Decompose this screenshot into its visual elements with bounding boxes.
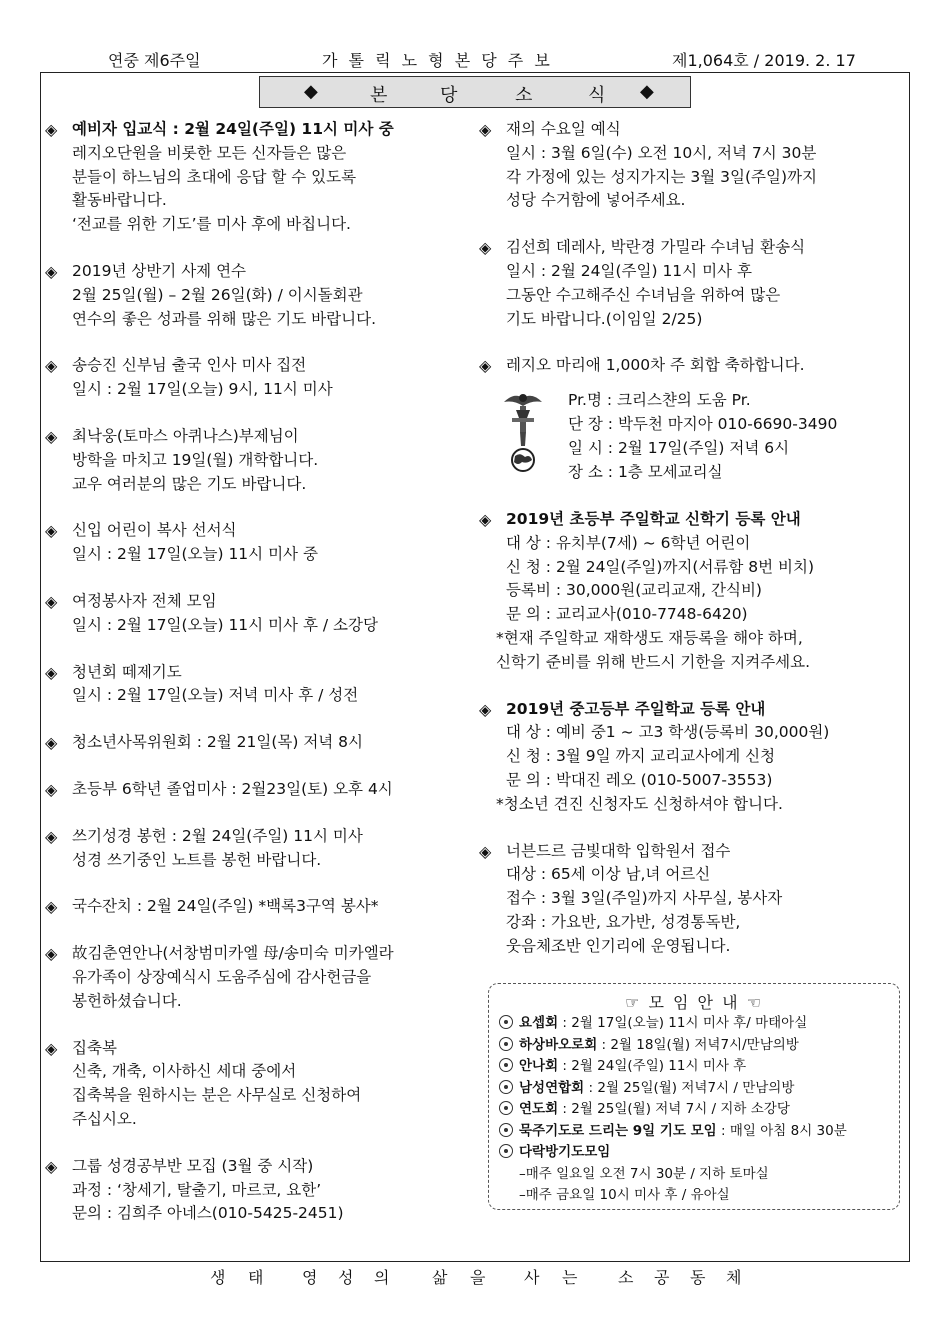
notice-title: 초등부 6학년 졸업미사 : 2월23일(토) 오후 4시 xyxy=(72,779,393,798)
notice-line: ‘전교를 위한 기도’를 미사 후에 바칩니다. xyxy=(72,215,351,234)
right-column-bottom xyxy=(476,508,906,959)
banner-char: 식 xyxy=(588,85,606,106)
notice-title: 故김춘연안나(서창범미카엘 母/송미숙 미카엘라 xyxy=(72,944,394,963)
notice-line: 연수의 좋은 성과를 위해 많은 기도 바랍니다. xyxy=(72,309,377,328)
notice-title: 2019년 초등부 주일학교 신학기 등록 안내 xyxy=(506,510,801,528)
section-banner xyxy=(259,76,691,108)
meeting-item xyxy=(489,1035,899,1057)
meeting-name: 남성연합회 xyxy=(519,1079,585,1096)
notice-line: 활동바랍니다. xyxy=(72,191,167,210)
notice-line: 성경 쓰기중인 노트를 봉헌 바랍니다. xyxy=(72,850,322,869)
meeting-detail: : 2월 24일(주일) 11시 미사 후 xyxy=(558,1058,747,1074)
notice-item xyxy=(42,942,467,1013)
footer-char: 삶 xyxy=(432,1268,448,1287)
footer-char: 을 xyxy=(470,1268,486,1287)
bullet-diamond-icon: ◈ xyxy=(479,238,492,258)
bullet-diamond-icon: ◈ xyxy=(479,510,492,529)
notice-title: 김선희 데레사, 박란경 가밀라 수녀님 환송식 xyxy=(506,238,806,257)
meeting-detail: : 매일 아침 8시 30분 xyxy=(716,1122,847,1139)
circle-bullet-icon xyxy=(499,1123,513,1137)
notice-line: 유가족이 상장예식시 도움주심에 감사헌금을 xyxy=(72,967,372,986)
meeting-item xyxy=(489,1121,899,1143)
meeting-schedule-line: –매주 일요일 오전 7시 30분 / 지하 토마실 xyxy=(519,1165,769,1182)
notice-line: 분들이 하느님의 초대에 응답 할 수 있도록 xyxy=(72,167,357,186)
notice-line: 대 상 : 유치부(7세) ~ 6학년 어린이 xyxy=(506,533,751,552)
bullet-diamond-icon: ◈ xyxy=(45,261,58,281)
meetings-box xyxy=(488,983,900,1210)
legio-line: 단 장 : 박두천 마지아 010-6690-3490 xyxy=(568,415,838,433)
legio-line: Pr.명 : 크리스챤의 도움 Pr. xyxy=(568,391,751,409)
circle-bullet-icon xyxy=(499,1101,513,1115)
notice-line: 각 가정에 있는 성지가지는 3월 3일(주일)까지 xyxy=(506,167,817,186)
notice-title: 청년회 떼제기도 xyxy=(72,662,182,681)
notice-line: 문 의 : 교리교사(010-7748-6420) xyxy=(506,605,748,624)
issue-number-date: 제1,064호 / 2019. 2. 17 xyxy=(672,51,856,70)
notice-line: 신 청 : 2월 24일(주일)까지(서류함 8번 비치) xyxy=(506,557,815,576)
notice-line: 일시 : 2월 17일(오늘) 11시 미사 후 / 소강당 xyxy=(72,615,378,634)
notice-line: 문 의 : 박대진 레오 (010-5007-3553) xyxy=(506,770,773,789)
left-column xyxy=(42,118,467,1226)
notice-line: 봉헌하셨습니다. xyxy=(72,991,182,1010)
meeting-item xyxy=(489,1142,899,1164)
notice-item xyxy=(42,825,467,873)
bulletin-header xyxy=(40,48,910,70)
bullet-diamond-icon: ◈ xyxy=(45,591,58,611)
footer-char: 는 xyxy=(562,1268,578,1287)
bullet-diamond-icon: ◈ xyxy=(45,779,58,799)
notice-item xyxy=(42,895,467,919)
meeting-name: 요셉회 xyxy=(519,1015,559,1031)
bullet-diamond-icon: ◈ xyxy=(45,662,58,682)
circle-bullet-icon xyxy=(499,1080,513,1094)
notice-item xyxy=(42,778,467,802)
notice-title: 레지오 마리애 1,000차 주 회합 축하합니다. xyxy=(506,356,805,375)
bullet-diamond-icon: ◈ xyxy=(479,841,492,861)
notice-title: 여정봉사자 전체 모임 xyxy=(72,591,217,610)
meeting-detail: : 2월 18일(월) 저녁7시/만남의방 xyxy=(597,1036,799,1053)
footer-char: 소 xyxy=(618,1268,634,1287)
bullet-diamond-icon: ◈ xyxy=(45,521,58,541)
diamond-icon: ◆ xyxy=(304,81,318,102)
circle-bullet-icon xyxy=(499,1015,513,1029)
footer-char: 영 xyxy=(302,1268,318,1287)
notice-line: 그동안 수고해주신 수녀님을 위하여 많은 xyxy=(506,285,781,304)
notice-title: 2019년 상반기 사제 연수 xyxy=(72,261,247,280)
notice-item xyxy=(476,698,906,817)
notice-line: 일시 : 2월 17일(오늘) 9시, 11시 미사 xyxy=(72,380,333,399)
notice-line: 성당 수거함에 넣어주세요. xyxy=(506,191,686,210)
bullet-diamond-icon: ◈ xyxy=(479,120,492,139)
bullet-diamond-icon: ◈ xyxy=(45,356,58,376)
diamond-icon: ◆ xyxy=(640,81,654,102)
notice-line: 집축복을 원하시는 분은 사무실로 신청하여 xyxy=(72,1086,362,1105)
notice-title: 최낙웅(토마스 아퀴나스)부제님이 xyxy=(72,426,299,445)
notice-title: 신입 어린이 복사 선서식 xyxy=(72,521,237,540)
meeting-schedule-line: –매주 금요일 10시 미사 후 / 유아실 xyxy=(519,1187,730,1203)
notice-item xyxy=(42,354,467,402)
notice-title: 그룹 성경공부반 모집 (3월 중 시작) xyxy=(72,1156,314,1175)
meeting-item xyxy=(489,1099,899,1121)
notice-title: 예비자 입교식 : 2월 24일(주일) 11시 미사 중 xyxy=(72,120,394,138)
circle-bullet-icon xyxy=(499,1058,513,1072)
notice-line: 강좌 : 가요반, 요가반, 성경통독반, xyxy=(506,912,741,931)
circle-bullet-icon xyxy=(499,1144,513,1158)
notice-title: 집축복 xyxy=(72,1038,117,1057)
notice-item xyxy=(42,425,467,496)
footer-char: 생 xyxy=(210,1268,226,1287)
bullet-diamond-icon: ◈ xyxy=(479,356,492,376)
footer-char: 태 xyxy=(248,1268,264,1287)
notice-line: 일시 : 2월 24일(주일) 11시 미사 후 xyxy=(506,261,752,280)
notice-line: 대상 : 65세 이상 남,녀 어르신 xyxy=(506,865,711,884)
notice-note: *청소년 견진 신청자도 신청하셔야 합니다. xyxy=(496,794,783,813)
notice-line: 2월 25일(월) – 2월 26일(화) / 이시돌회관 xyxy=(72,285,363,304)
legio-details xyxy=(568,388,837,484)
meeting-name: 안나회 xyxy=(519,1058,559,1074)
notice-title: 청소년사목위원회 : 2월 21일(목) 저녁 8시 xyxy=(72,733,364,752)
bullet-diamond-icon: ◈ xyxy=(45,120,58,139)
notice-item xyxy=(476,118,906,213)
notice-line: 일시 : 2월 17일(오늘) 저녁 미사 후 / 성전 xyxy=(72,686,359,705)
bullet-diamond-icon: ◈ xyxy=(45,826,58,846)
notice-line: 신 청 : 3월 9일 까지 교리교사에게 신청 xyxy=(506,747,776,766)
meeting-name: 묵주기도로 드리는 9일 기도 모임 xyxy=(519,1122,717,1139)
bullet-diamond-icon: ◈ xyxy=(45,733,58,753)
footer-char: 동 xyxy=(690,1268,706,1287)
notice-item xyxy=(42,519,467,567)
meeting-item xyxy=(489,1056,899,1078)
bullet-diamond-icon: ◈ xyxy=(45,1038,58,1058)
notice-line: 일시 : 2월 17일(오늘) 11시 미사 중 xyxy=(72,545,318,564)
meeting-detail: : 2월 25일(월) 저녁 7시 / 지하 소강당 xyxy=(558,1101,790,1117)
footer-char: 사 xyxy=(524,1268,540,1287)
notice-line: 일시 : 3월 6일(수) 오전 10시, 저녁 7시 30분 xyxy=(506,143,817,162)
notice-line: 웃음체조반 인기리에 운영됩니다. xyxy=(506,936,731,955)
notice-item xyxy=(476,508,906,675)
liturgical-week: 연중 제6주일 xyxy=(108,51,201,70)
right-column-top xyxy=(476,118,906,378)
notice-title: 2019년 중고등부 주일학교 등록 안내 xyxy=(506,699,766,718)
notice-item xyxy=(42,118,467,237)
notice-item xyxy=(42,731,467,755)
notice-note: 신학기 준비를 위해 반드시 기한을 지켜주세요. xyxy=(496,652,811,671)
notice-item xyxy=(42,260,467,331)
notice-item xyxy=(42,661,467,709)
notice-item xyxy=(42,1155,467,1226)
notice-item xyxy=(476,236,906,331)
notice-item xyxy=(476,354,906,378)
footer-char: 성 xyxy=(338,1268,354,1287)
notice-line: 대 상 : 예비 중1 ~ 고3 학생(등록비 30,000원) xyxy=(506,723,830,742)
meetings-title: ☞ 모 임 안 내 ☜ xyxy=(625,993,763,1012)
meeting-item xyxy=(489,1078,899,1100)
bullet-diamond-icon: ◈ xyxy=(45,426,58,446)
meeting-name: 하상바오로회 xyxy=(519,1036,598,1053)
notice-item xyxy=(476,840,906,959)
notice-item xyxy=(42,1037,467,1132)
notice-title: 송승진 신부님 출국 인사 미사 집전 xyxy=(72,356,307,375)
notice-line: 등록비 : 30,000원(교리교재, 간식비) xyxy=(506,581,762,600)
notice-title: 너븐드르 금빛대학 입학원서 접수 xyxy=(506,841,731,860)
bullet-diamond-icon: ◈ xyxy=(45,1156,58,1176)
notice-item xyxy=(42,590,467,638)
legio-mariae-emblem-icon xyxy=(500,388,546,474)
notice-line: 방학을 마치고 19일(월) 개학합니다. xyxy=(72,450,319,469)
bullet-diamond-icon: ◈ xyxy=(479,699,492,719)
legio-line: 일 시 : 2월 17일(주일) 저녁 6시 xyxy=(568,439,790,457)
meeting-item xyxy=(489,1013,899,1035)
notice-line: 문의 : 김희주 아네스(010-5425-2451) xyxy=(72,1204,344,1223)
bulletin-title: 가 톨 릭 노 형 본 당 주 보 xyxy=(322,51,553,70)
legio-line: 장 소 : 1층 모세교리실 xyxy=(568,463,723,481)
notice-line: 레지오단원을 비롯한 모든 신자들은 많은 xyxy=(72,143,347,162)
footer-char: 의 xyxy=(374,1268,390,1287)
notice-title: 재의 수요일 예식 xyxy=(506,120,621,138)
banner-char: 당 xyxy=(440,85,458,106)
footer-char: 체 xyxy=(726,1268,742,1287)
notice-title: 쓰기성경 봉헌 : 2월 24일(주일) 11시 미사 xyxy=(72,826,363,845)
notice-line: 접수 : 3월 3일(주일)까지 사무실, 봉사자 xyxy=(506,889,783,908)
notice-line: 과정 : ‘창세기, 탈출기, 마르코, 요한’ xyxy=(72,1180,322,1199)
banner-char: 소 xyxy=(515,85,533,106)
notice-line: 기도 바랍니다.(이임일 2/25) xyxy=(506,309,703,328)
banner-char: 본 xyxy=(370,85,388,106)
bullet-diamond-icon: ◈ xyxy=(45,944,58,964)
meeting-name: 연도회 xyxy=(519,1101,559,1117)
notice-line: 신축, 개축, 이사하신 세대 중에서 xyxy=(72,1062,297,1081)
notice-line: 교우 여러분의 많은 기도 바랍니다. xyxy=(72,474,307,493)
circle-bullet-icon xyxy=(499,1037,513,1051)
notice-note: *현재 주일학교 재학생도 재등록을 해야 하며, xyxy=(496,628,803,647)
footer-char: 공 xyxy=(654,1268,670,1287)
meeting-name: 다락방기도모임 xyxy=(519,1144,611,1160)
bullet-diamond-icon: ◈ xyxy=(45,897,58,917)
notice-line: 주십시오. xyxy=(72,1109,137,1128)
notice-title: 국수잔치 : 2월 24일(주일) *백록3구역 봉사* xyxy=(72,897,379,916)
meeting-detail: : 2월 17일(오늘) 11시 미사 후/ 마태아실 xyxy=(558,1015,808,1031)
meeting-detail: : 2월 25일(월) 저녁7시 / 만남의방 xyxy=(584,1079,795,1096)
